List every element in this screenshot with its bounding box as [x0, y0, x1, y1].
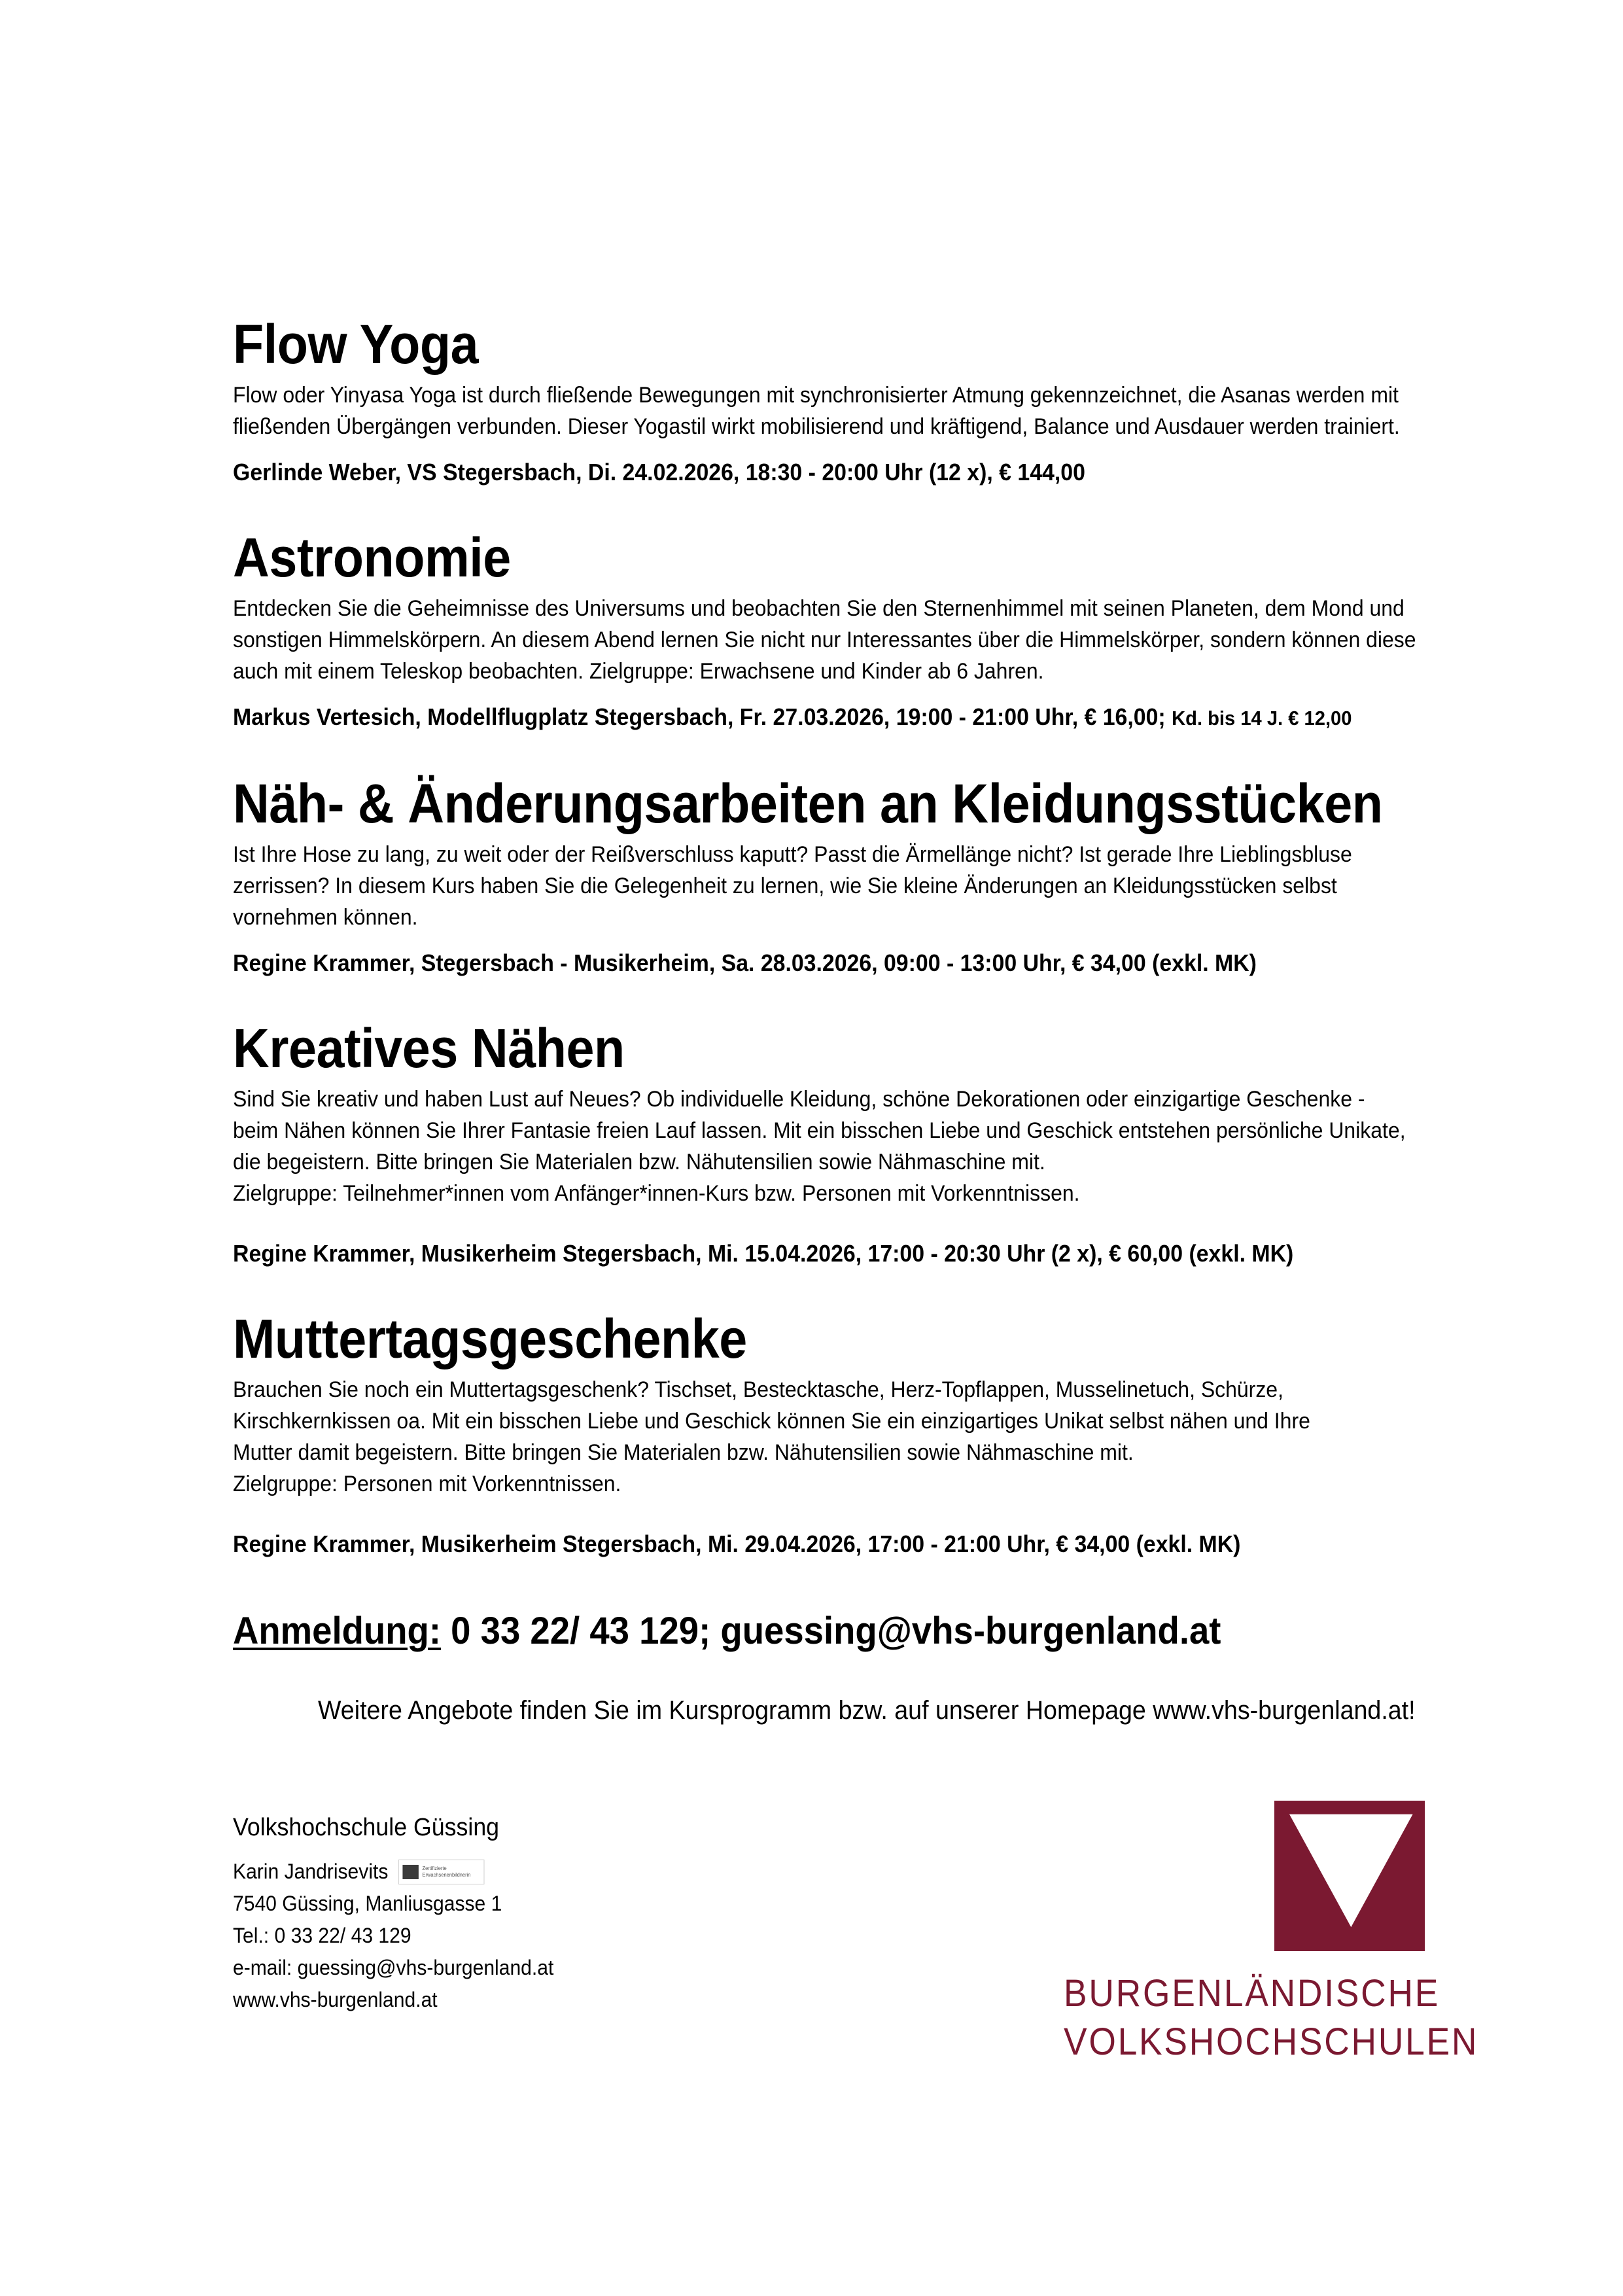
description-line: auch mit einem Teleskop beobachten. Zielgruppe: Erwachsene und Kinder ab 6 Jahren. [233, 659, 1044, 684]
course-info: Regine Krammer, Stegersbach - Musikerheim, Sa. 28.03.2026, 09:00 - 13:00 Uhr, € 34,00 (exkl. MK) [233, 949, 1257, 976]
course-info: Gerlinde Weber, VS Stegersbach, Di. 24.02.2026, 18:30 - 20:00 Uhr (12 x), € 144,00 [233, 459, 1085, 486]
course-naeh-aenderungsarbeiten [233, 772, 1528, 979]
description-line: sonstigen Himmelskörpern. An diesem Abend lernen Sie nicht nur Interessantes über die Himmelskörper, sondern können diese [233, 627, 1416, 652]
description-line: beim Nähen können Sie Ihrer Fantasie freien Lauf lassen. Mit ein bisschen Liebe und Geschick entstehen persönliche Unikate, [233, 1118, 1406, 1143]
contact-address: 7540 Güssing, Manliusgasse 1 [233, 1892, 502, 1915]
course-info-main: Markus Vertesich, Modellflugplatz Stegersbach, Fr. 27.03.2026, 19:00 - 21:00 Uhr, € 16,00; [233, 703, 1166, 730]
certificate-text: Zertifizierte Erwachsenenbildnerin [422, 1865, 471, 1878]
contact-person: Karin Jandrisevits [233, 1860, 389, 1883]
vhs-logo-triangle-icon [1274, 1801, 1425, 1951]
contact-block [233, 1811, 574, 2016]
description-line: Flow oder Yinyasa Yoga ist durch fließende Bewegungen mit synchronisierter Atmung gekennzeichnet, die Asanas werden mit [233, 383, 1399, 408]
course-title: Näh- & Änderungsarbeiten an Kleidungsstücken [233, 773, 1383, 834]
certificate-mark-icon [402, 1865, 419, 1879]
course-description [233, 593, 1524, 687]
description-line: zerrissen? In diesem Kurs haben Sie die Gelegenheit zu lernen, wie Sie kleine Änderungen an Kleidungsstücken selbst [233, 874, 1337, 898]
school-name: Volkshochschule Güssing [233, 1814, 500, 1841]
course-title: Flow Yoga [233, 313, 479, 375]
registration-label: Anmeldung: [233, 1610, 441, 1652]
description-line: Zielgruppe: Personen mit Vorkenntnissen. [233, 1472, 621, 1496]
course-info-child-price: Kd. bis 14 J. € 12,00 [1172, 707, 1352, 730]
description-line: Brauchen Sie noch ein Muttertagsgeschenk? Tischset, Bestecktasche, Herz-Topflappen, Musselinetuch, Schürze, [233, 1377, 1283, 1402]
course-info: Regine Krammer, Musikerheim Stegersbach, Mi. 29.04.2026, 17:00 - 21:00 Uhr, € 34,00 (exkl. MK) [233, 1530, 1241, 1557]
description-line: die begeistern. Bitte bringen Sie Materialen bzw. Nähutensilien sowie Nähmaschine mit. [233, 1150, 1045, 1174]
description-line: Ist Ihre Hose zu lang, zu weit oder der Reißverschluss kaputt? Passt die Ärmellänge nicht? Ist gerade Ihre Lieblingsbluse [233, 842, 1352, 867]
description-line: Zielgruppe: Teilnehmer*innen vom Anfänger*innen-Kurs bzw. Personen mit Vorkenntnissen. [233, 1181, 1080, 1206]
course-info [233, 701, 1524, 734]
vhs-logo-wordmark [1064, 1969, 1479, 2066]
contact-phone[interactable]: Tel.: 0 33 22/ 43 129 [233, 1924, 411, 1947]
logo-line-1: BURGENLÄNDISCHE [1064, 1972, 1440, 2015]
course-flow-yoga [233, 313, 1528, 488]
more-offers-note: Weitere Angebote finden Sie im Kursprogramm bzw. auf unserer Homepage www.vhs-burgenland.at! [318, 1696, 1416, 1725]
course-astronomie [233, 526, 1528, 734]
course-description [233, 1374, 1524, 1500]
certificate-badge-icon [398, 1860, 484, 1884]
description-line: Kirschkernkissen oa. Mit ein bisschen Liebe und Geschick können Sie ein einzigartiges Unikat selbst nähen und Ihre [233, 1409, 1310, 1434]
course-list [233, 313, 1528, 1587]
description-line: Entdecken Sie die Geheimnisse des Universums und beobachten Sie den Sternenhimmel mit seinen Planeten, dem Mond und [233, 596, 1405, 621]
registration-details[interactable]: 0 33 22/ 43 129; guessing@vhs-burgenland.at [451, 1610, 1221, 1652]
logo-line-2: VOLKSHOCHSCHULEN [1064, 2021, 1479, 2063]
course-info: Regine Krammer, Musikerheim Stegersbach, Mi. 15.04.2026, 17:00 - 20:30 Uhr (2 x), € 60,00 (exkl. MK) [233, 1240, 1294, 1267]
course-description [233, 380, 1524, 442]
contact-person-row [233, 1856, 553, 1888]
course-title: Muttertagsgeschenke [233, 1308, 747, 1369]
course-description [233, 1084, 1524, 1209]
description-line: Sind Sie kreativ und haben Lust auf Neues? Ob individuelle Kleidung, schöne Dekorationen oder einzigartige Geschenke - [233, 1087, 1365, 1112]
description-line: Mutter damit begeistern. Bitte bringen Sie Materialen bzw. Nähutensilien sowie Nähmaschine mit. [233, 1440, 1134, 1465]
contact-website[interactable]: www.vhs-burgenland.at [233, 1988, 438, 2011]
contact-email[interactable]: e-mail: guessing@vhs-burgenland.at [233, 1956, 554, 1979]
description-line: vornehmen können. [233, 905, 418, 930]
course-muttertagsgeschenke [233, 1307, 1528, 1560]
course-description [233, 839, 1524, 933]
description-line: fließenden Übergängen verbunden. Dieser Yogastil wirkt mobilisierend und kräftigend, Balance und Ausdauer werden trainiert. [233, 414, 1400, 439]
course-kreatives-naehen [233, 1017, 1528, 1269]
registration-line [233, 1608, 1221, 1654]
course-title: Astronomie [233, 527, 511, 588]
course-title: Kreatives Nähen [233, 1017, 625, 1079]
